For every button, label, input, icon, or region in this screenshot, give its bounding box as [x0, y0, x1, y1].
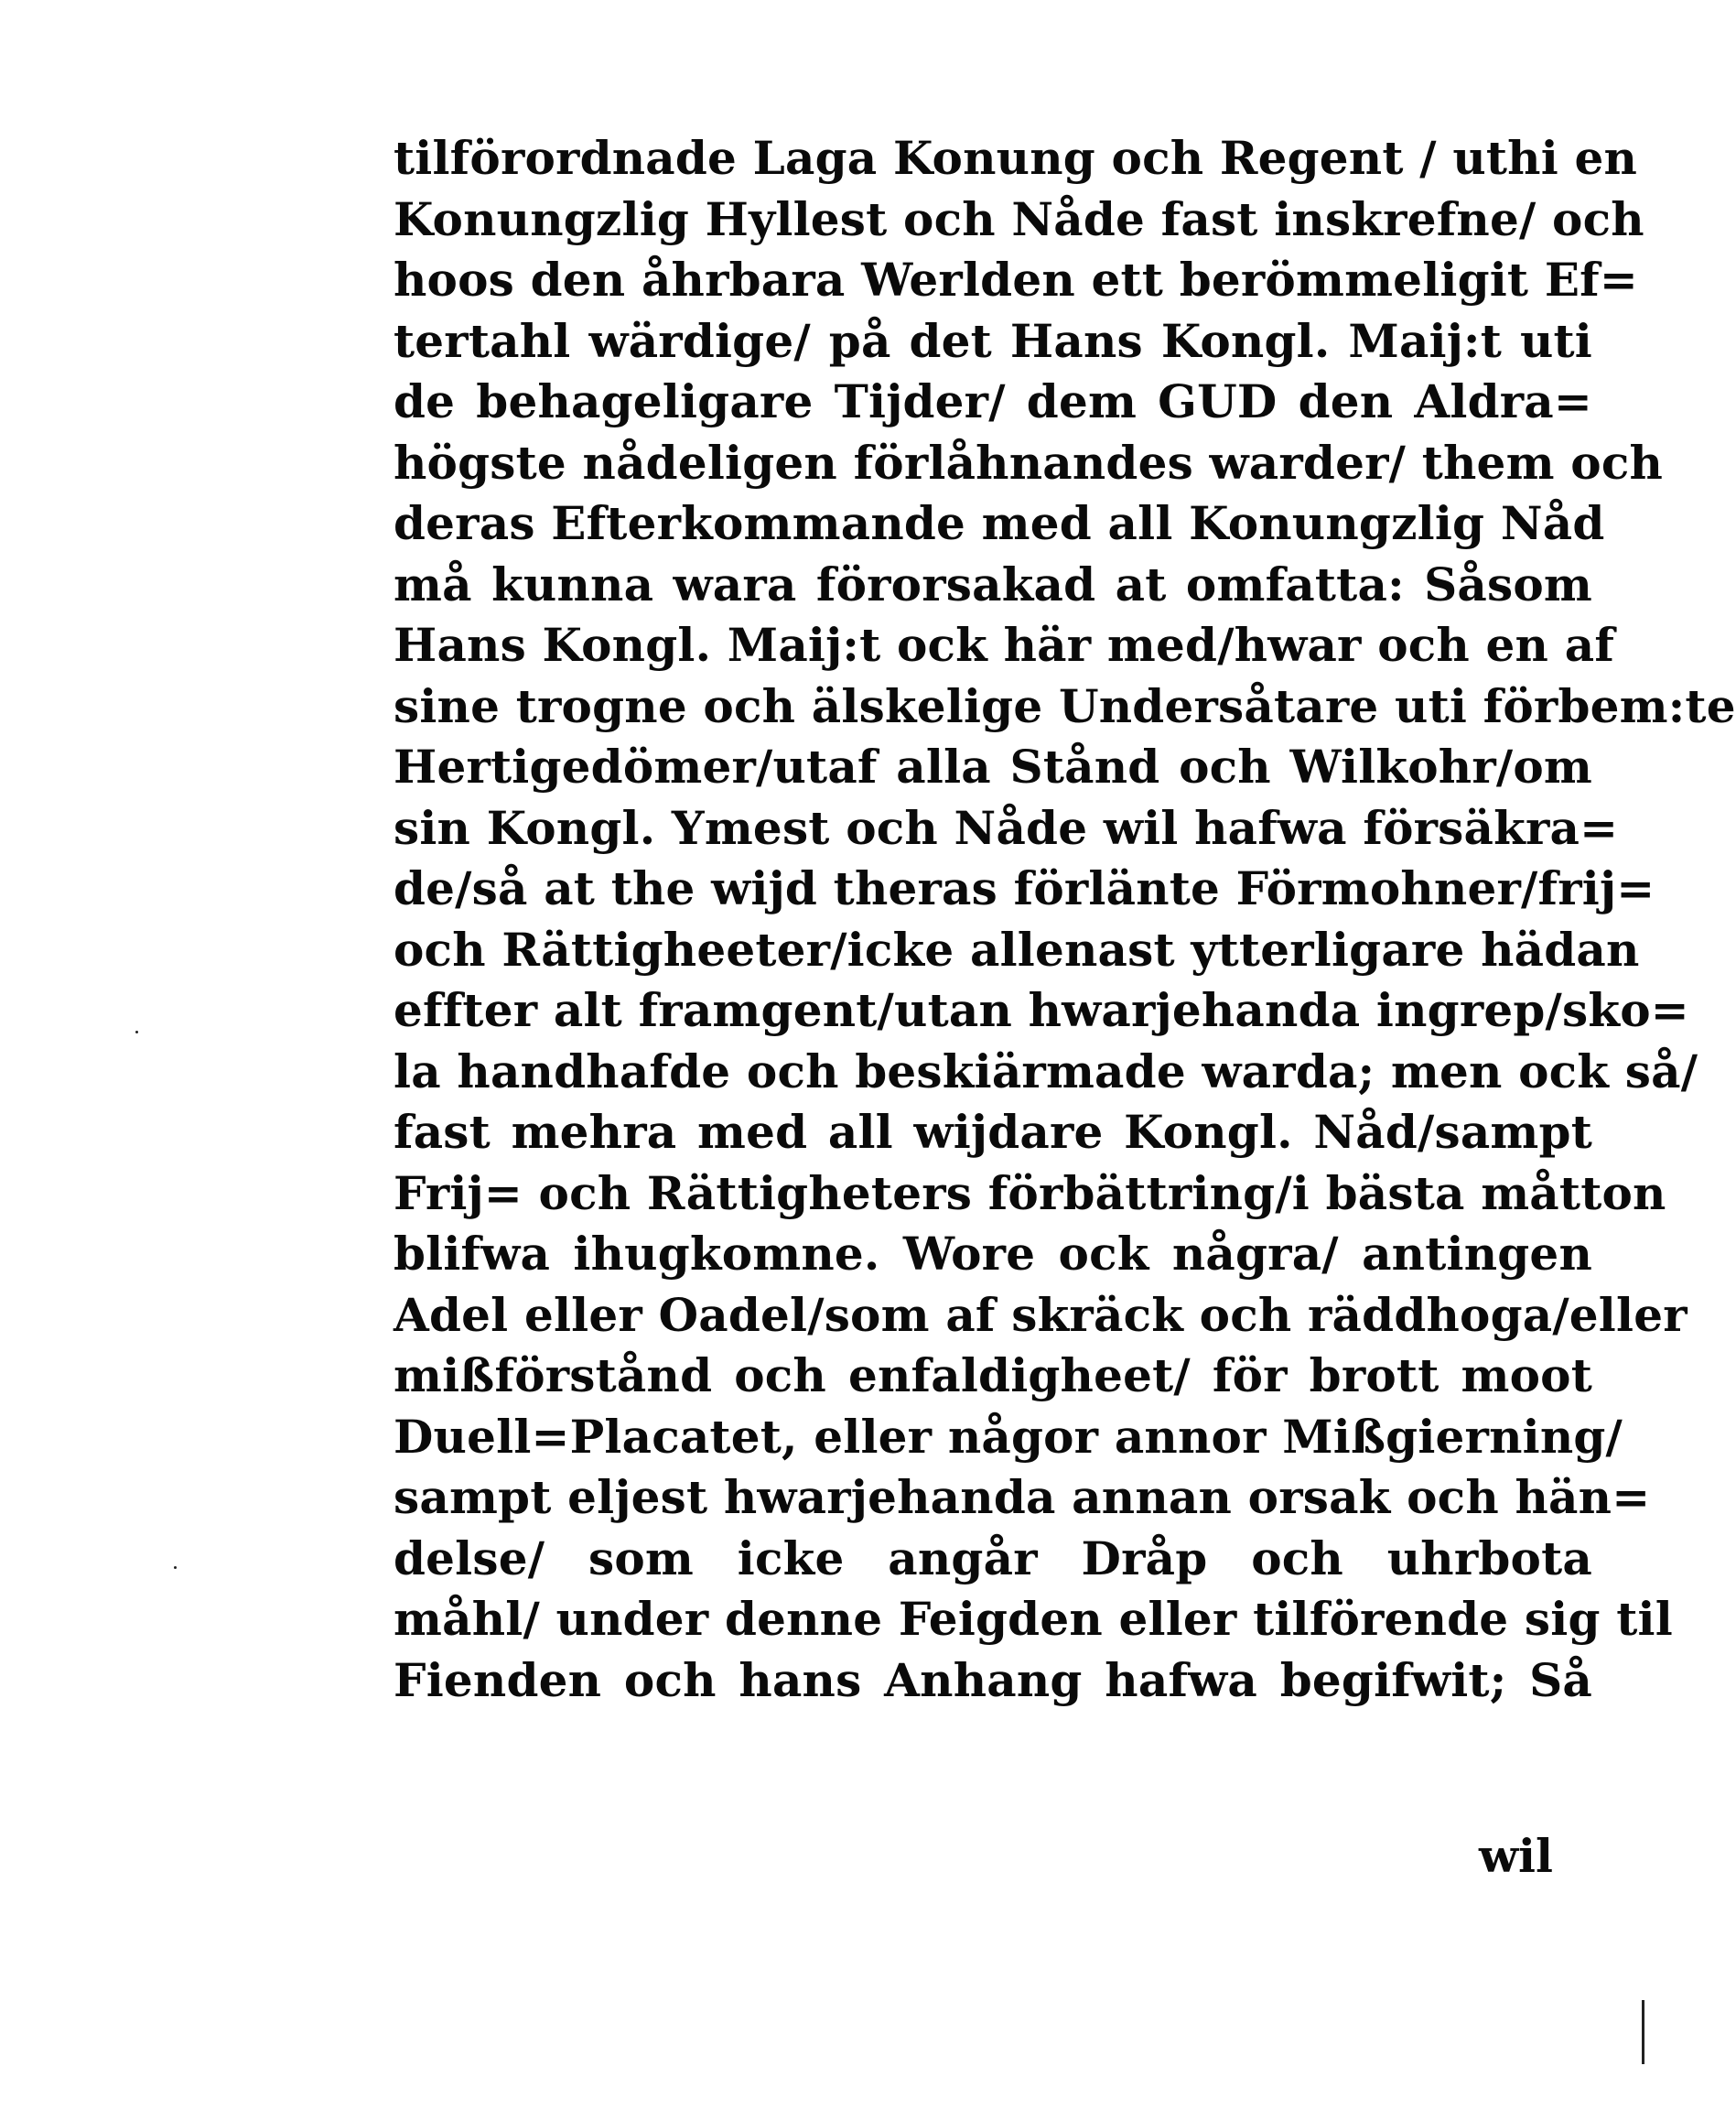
text-line: tilförordnade Laga Konung och Regent / uthi en	[394, 131, 1638, 185]
text-line: Hans Kongl. Maij:t ock här med/hwar och en af	[394, 618, 1615, 672]
text-line: hoos den åhrbara Werlden ett berömmeligit Ef=	[394, 253, 1638, 307]
catchword: wil	[1478, 1829, 1553, 1883]
text-line: högste nådeligen förlåhnandes warder/ them och	[394, 435, 1664, 490]
text-line: sampt eljest hwarjehanda annan orsak och hän=	[394, 1470, 1651, 1524]
text-line: måhl/ under denne Feigden eller tilförende sig til	[394, 1592, 1673, 1646]
ink-speck	[135, 1031, 138, 1033]
text-line: de behageligare Tijder/ dem GUD den Aldra=	[394, 374, 1592, 428]
text-line: må kunna wara förorsakad at omfatta: Såsom	[394, 557, 1592, 611]
text-line: fast mehra med all wijdare Kongl. Nåd/sampt	[394, 1105, 1592, 1159]
text-line: sin Kongl. Ymest och Nåde wil hafwa försäkra=	[394, 800, 1619, 855]
text-line: la handhafde och beskiärmade warda; men ock så/	[394, 1044, 1698, 1098]
text-line: Duell=Placatet, eller någor annor Mißgierning/	[394, 1409, 1623, 1464]
text-line: och Rättigheeter/icke allenast ytterligare hädan	[394, 922, 1640, 977]
text-line: deras Efterkommande med all Konungzlig Nåd	[394, 496, 1605, 550]
text-line: effter alt framgent/utan hwarjehanda ingrep/sko=	[394, 983, 1689, 1037]
text-line: Fienden och hans Anhang hafwa begifwit; Så	[394, 1652, 1592, 1707]
ink-speck	[174, 1566, 177, 1569]
page-edge-mark	[1642, 2000, 1644, 2064]
text-line: Frij= och Rättigheters förbättring/i bästa måtton	[394, 1165, 1666, 1220]
text-line: blifwa ihugkomne. Wore ock några/ antingen	[394, 1227, 1592, 1281]
body-text	[394, 128, 1736, 1711]
text-line: Hertigedömer/utaf alla Stånd och Wilkohr/om	[394, 740, 1592, 794]
text-line: Adel eller Oadel/som af skräck och räddhoga/eller	[394, 1287, 1687, 1342]
text-line: sine trogne och älskelige Undersåtare uti förbem:te	[394, 678, 1736, 733]
text-line: mißförstånd och enfaldigheet/ för brott moot	[394, 1348, 1592, 1402]
text-line: delse/ som icke angår Dråp och uhrbota	[394, 1530, 1592, 1585]
text-line: Konungzlig Hyllest och Nåde fast inskrefne/ och	[394, 191, 1644, 246]
text-line: tertahl wärdige/ på det Hans Kongl. Maij:t uti	[394, 313, 1592, 368]
text-line: de/så at the wijd theras förlänte Förmohner/frij=	[394, 861, 1655, 915]
